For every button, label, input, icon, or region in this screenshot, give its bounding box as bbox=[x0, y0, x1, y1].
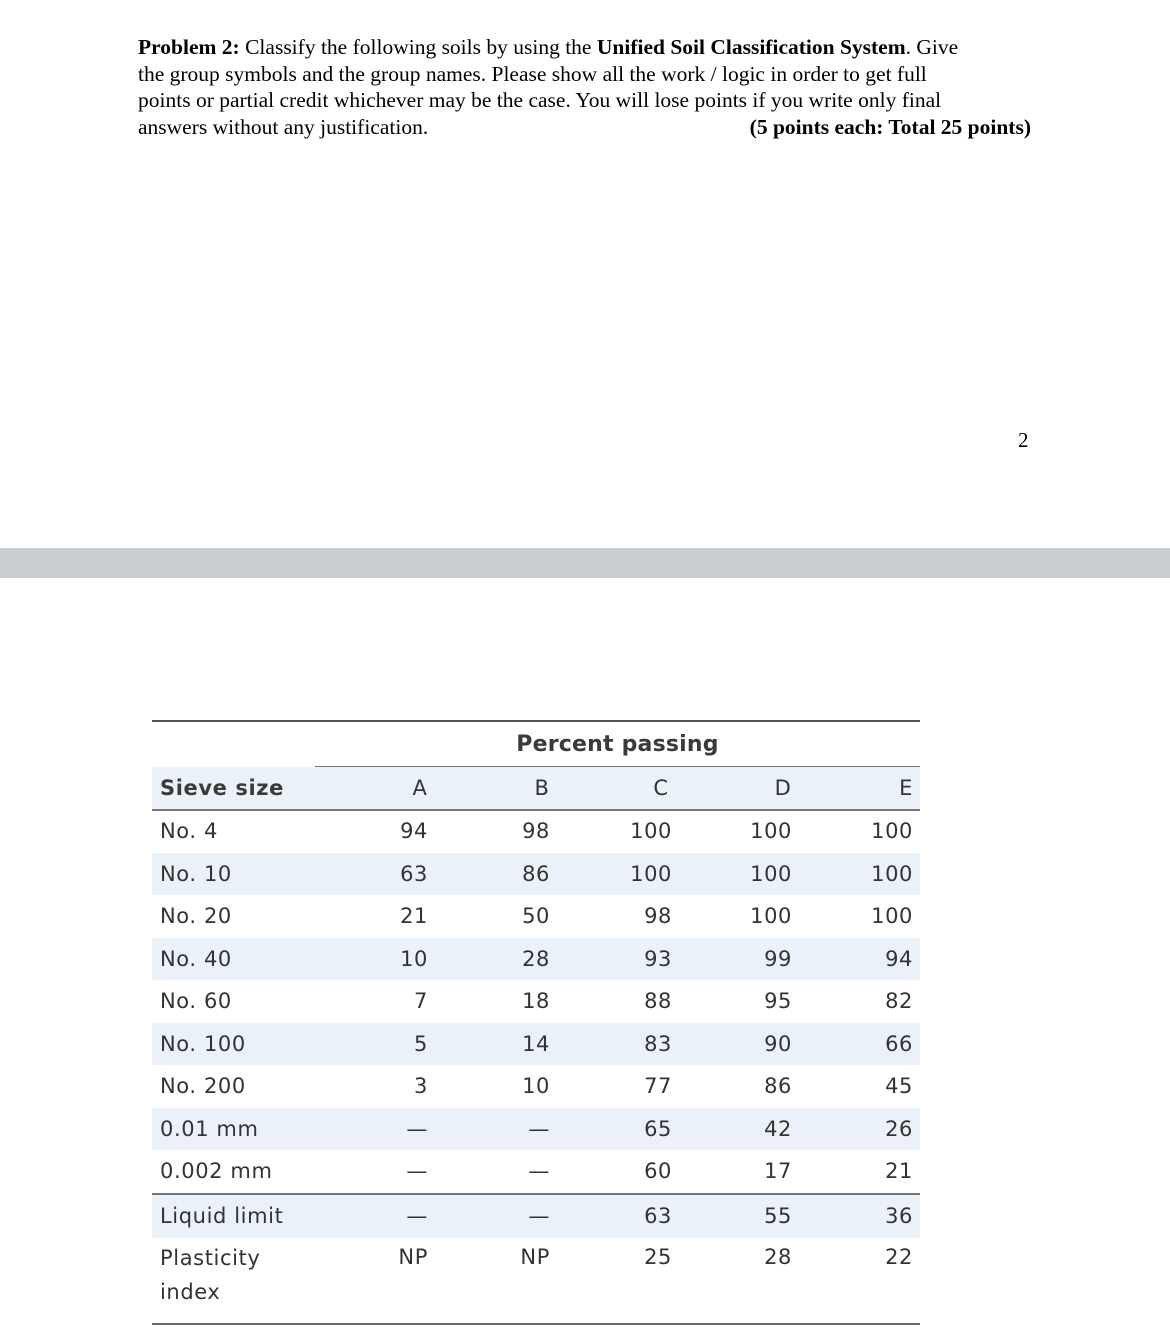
cell-c: 25 bbox=[644, 1245, 672, 1269]
page-number: 2 bbox=[1018, 428, 1029, 452]
cell-d: 55 bbox=[764, 1204, 792, 1229]
problem-line-2: the group symbols and the group names. Please show all the work / logic in order to get full bbox=[138, 61, 927, 86]
row-label bbox=[160, 1237, 310, 1313]
cell-c: 100 bbox=[630, 861, 672, 886]
column-header-c: C bbox=[653, 776, 669, 800]
cell-c: 93 bbox=[644, 946, 672, 971]
cell-e: 100 bbox=[871, 861, 913, 886]
cell-b: 98 bbox=[522, 819, 550, 844]
table-row bbox=[152, 1023, 920, 1066]
table-row bbox=[152, 895, 920, 938]
cell-e: 82 bbox=[885, 989, 913, 1014]
table-top-rule bbox=[152, 720, 920, 722]
table-row bbox=[152, 810, 920, 853]
cell-d: 95 bbox=[764, 989, 792, 1014]
page-separator bbox=[0, 548, 1170, 578]
cell-c: 88 bbox=[644, 989, 672, 1014]
plasticity-index-row bbox=[152, 1237, 920, 1322]
cell-a: 5 bbox=[414, 1031, 428, 1056]
cell-b: — bbox=[528, 1204, 550, 1229]
row-label: No. 100 bbox=[160, 1031, 246, 1056]
cell-c: 100 bbox=[630, 819, 672, 844]
cell-c: 60 bbox=[644, 1159, 672, 1184]
liquid-limit-row bbox=[152, 1195, 920, 1238]
column-header-d: D bbox=[774, 776, 792, 800]
cell-a: 94 bbox=[400, 819, 428, 844]
cell-e: 21 bbox=[885, 1159, 913, 1184]
problem-line-1-end: . Give bbox=[905, 35, 959, 59]
cell-d: 100 bbox=[750, 904, 792, 929]
cell-e: 100 bbox=[871, 819, 913, 844]
cell-a: 63 bbox=[400, 861, 428, 886]
column-header-a: A bbox=[412, 776, 428, 800]
table-row bbox=[152, 1150, 920, 1193]
cell-c: 63 bbox=[644, 1204, 672, 1229]
cell-b: — bbox=[528, 1116, 550, 1141]
cell-a: NP bbox=[398, 1245, 428, 1269]
cell-d: 42 bbox=[764, 1116, 792, 1141]
cell-c: 98 bbox=[644, 904, 672, 929]
row-label: No. 10 bbox=[160, 861, 232, 886]
problem-line-3: points or partial credit whichever may be the case. You will lose points if you write only final bbox=[138, 88, 942, 112]
cell-b: NP bbox=[520, 1245, 550, 1269]
row-label: Liquid limit bbox=[160, 1204, 284, 1229]
points-note: (5 points each: Total 25 points) bbox=[749, 114, 1031, 139]
cell-c: 83 bbox=[644, 1031, 672, 1056]
problem-label: Problem 2: bbox=[138, 35, 240, 59]
row-label: No. 40 bbox=[160, 946, 232, 971]
plasticity-label-line-2: index bbox=[160, 1280, 221, 1304]
cell-b: 86 bbox=[522, 861, 550, 886]
cell-b: 18 bbox=[522, 989, 550, 1014]
plasticity-label-line-1: Plasticity bbox=[160, 1246, 261, 1270]
cell-d: 17 bbox=[764, 1159, 792, 1184]
table-bottom-rule bbox=[152, 1323, 920, 1325]
cell-d: 99 bbox=[764, 946, 792, 971]
problem-line-4 bbox=[138, 114, 1031, 141]
table-row bbox=[152, 1065, 920, 1108]
table-row bbox=[152, 980, 920, 1023]
cell-e: 94 bbox=[885, 946, 913, 971]
cell-e: 100 bbox=[871, 904, 913, 929]
classification-system-name: Unified Soil Classification System bbox=[596, 35, 906, 59]
cell-a: 21 bbox=[400, 904, 428, 929]
problem-line-4-text: answers without any justification. bbox=[138, 114, 429, 139]
cell-a: 10 bbox=[400, 946, 428, 971]
row-label: No. 20 bbox=[160, 904, 232, 929]
column-header-row bbox=[152, 767, 920, 809]
table-row bbox=[152, 938, 920, 981]
cell-b: 50 bbox=[522, 904, 550, 929]
column-header-sieve-size: Sieve size bbox=[160, 776, 284, 800]
table-row bbox=[152, 853, 920, 896]
cell-b: 14 bbox=[522, 1031, 550, 1056]
row-label: 0.002 mm bbox=[160, 1159, 273, 1184]
cell-b: 28 bbox=[522, 946, 550, 971]
cell-d: 100 bbox=[750, 819, 792, 844]
cell-a: 3 bbox=[414, 1074, 428, 1099]
cell-a: — bbox=[406, 1204, 428, 1229]
cell-e: 26 bbox=[885, 1116, 913, 1141]
cell-e: 45 bbox=[885, 1074, 913, 1099]
column-header-e: E bbox=[899, 776, 913, 800]
cell-d: 28 bbox=[764, 1245, 792, 1269]
cell-e: 66 bbox=[885, 1031, 913, 1056]
cell-d: 90 bbox=[764, 1031, 792, 1056]
problem-line-1 bbox=[138, 34, 1038, 61]
table-row bbox=[152, 1108, 920, 1151]
cell-b: — bbox=[528, 1159, 550, 1184]
cell-d: 100 bbox=[750, 861, 792, 886]
row-label: No. 60 bbox=[160, 989, 232, 1014]
problem-statement bbox=[138, 34, 1038, 140]
column-header-b: B bbox=[534, 776, 550, 800]
cell-a: — bbox=[406, 1116, 428, 1141]
cell-c: 65 bbox=[644, 1116, 672, 1141]
percent-passing-header: Percent passing bbox=[516, 732, 719, 757]
cell-e: 36 bbox=[885, 1204, 913, 1229]
cell-c: 77 bbox=[644, 1074, 672, 1099]
problem-intro: Classify the following soils by using the bbox=[239, 35, 597, 59]
row-label: No. 200 bbox=[160, 1074, 246, 1099]
row-label: No. 4 bbox=[160, 819, 218, 844]
cell-d: 86 bbox=[764, 1074, 792, 1099]
cell-b: 10 bbox=[522, 1074, 550, 1099]
cell-e: 22 bbox=[885, 1245, 913, 1269]
cell-a: — bbox=[406, 1159, 428, 1184]
row-label: 0.01 mm bbox=[160, 1116, 259, 1141]
cell-a: 7 bbox=[414, 989, 428, 1014]
